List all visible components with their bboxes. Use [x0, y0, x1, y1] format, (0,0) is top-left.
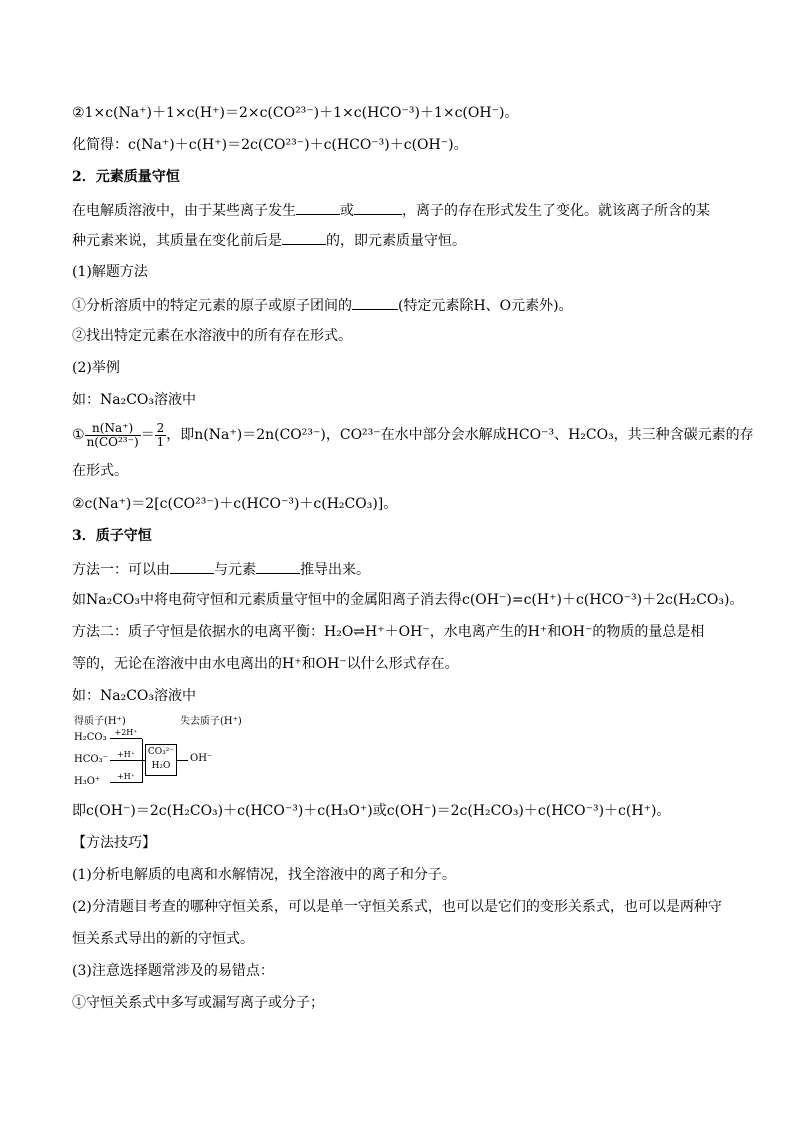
- source-species-box: [145, 744, 177, 776]
- method-2-line1: 方法二：质子守恒是依据水的电离平衡：H₂O⇌H⁺＋OH⁻，水电离产生的H⁺和OH⁻的物质的量总是相: [72, 624, 705, 640]
- method-1-detail: 如Na₂CO₃中将电荷守恒和元素质量守恒中的金属阳离子消去得c(OH⁻)=c(H⁺)＋c(HCO⁻³)＋2c(H₂CO₃)。: [72, 592, 744, 608]
- section-heading-element-mass: 2．元素质量守恒: [72, 169, 180, 185]
- proton-balance-diagram: [72, 712, 302, 794]
- circle-number: ①: [72, 427, 85, 443]
- text-span: 种元素来说，其质量在变化前后是: [72, 233, 282, 249]
- fill-blank: [256, 558, 300, 574]
- example-1: [72, 418, 754, 452]
- species-oh: OH⁻: [190, 753, 213, 764]
- text-span: 的，即元素质量守恒。: [326, 233, 466, 249]
- tips-heading: 【方法技巧】: [72, 835, 156, 851]
- method-2-line2: 等的，无论在溶液中由水电离出的H⁺和OH⁻以什么形式存在。: [72, 656, 459, 672]
- text-span: ①分析溶质中的特定元素的原子或原子团间的: [72, 298, 352, 314]
- text-span: (特定元素除H、O元素外)。: [398, 298, 573, 314]
- method-step-1: [72, 294, 573, 316]
- arrow-plus-2h: +2H⁺: [110, 728, 142, 739]
- text-span: 与元素: [214, 562, 256, 578]
- text-span: 在电解质溶液中，由于某些离子发生: [72, 203, 296, 219]
- text-span: ，即n(Na⁺)＝2n(CO²³⁻)，CO²³⁻在水中部分会水解成HCO⁻³、H₂CO₃，共三种含碳元素的存: [166, 427, 754, 443]
- gain-proton-label: 得质子(H⁺): [74, 716, 126, 727]
- fraction-denominator: n(CO²³⁻): [86, 434, 139, 449]
- fill-blank: [282, 229, 326, 245]
- proton-conclusion: 即c(OH⁻)＝2c(H₂CO₃)＋c(HCO⁻³)＋c(H₃O⁺)或c(OH⁻)＝2c(H₂CO₃)＋c(HCO⁻³)＋c(H⁺)。: [72, 803, 671, 819]
- text-span: 或: [340, 203, 354, 219]
- arrow-plus-h: +H⁺: [110, 750, 142, 761]
- tip-3: (3)注意选择题常涉及的易错点：: [72, 963, 274, 979]
- lose-proton-label: 失去质子(H⁺): [180, 716, 242, 727]
- method-1: [72, 558, 370, 580]
- arrow-plus-h: +H⁺: [110, 772, 142, 783]
- tip-2-line2: 恒关系式导出的新的守恒式。: [72, 931, 254, 947]
- fill-blank: [170, 558, 214, 574]
- paragraph-line: [72, 229, 466, 251]
- species-h2co3: H₂CO₃: [74, 732, 107, 743]
- example-1-continued: 在形式。: [72, 463, 128, 479]
- text-span: 推导出来。: [300, 562, 370, 578]
- fraction-numerator: n(Na⁺): [85, 422, 141, 436]
- connector-line: [142, 739, 143, 783]
- charge-equation-2: ②1×c(Na⁺)＋1×c(H⁺)＝2×c(CO²³⁻)＋1×c(HCO⁻³)＋1×c(OH⁻)。: [72, 105, 519, 121]
- tip-2-line1: (2)分清题目考查的哪种守恒关系，可以是单一守恒关系式，也可以是它们的变形关系式，也可以是两种守: [72, 899, 722, 915]
- example-title: (2)举例: [72, 360, 120, 376]
- species-h2o: H₂O: [151, 761, 171, 771]
- fraction-denominator: 1: [156, 434, 165, 449]
- example-intro: 如：Na₂CO₃溶液中: [72, 688, 197, 704]
- example-2: ②c(Na⁺)＝2[c(CO²³⁻)＋c(HCO⁻³)＋c(H₂CO₃)]。: [72, 496, 398, 512]
- species-co3: CO₃²⁻: [147, 747, 175, 757]
- species-h3o: H₃O⁺: [74, 776, 101, 787]
- connector-line: [176, 760, 188, 761]
- fill-blank: [296, 199, 340, 215]
- simplified-equation: 化简得：c(Na⁺)＋c(H⁺)＝2c(CO²³⁻)＋c(HCO⁻³)＋c(OH⁻)。: [72, 137, 468, 153]
- tip-1: (1)分析电解质的电离和水解情况，找全溶液中的离子和分子。: [72, 867, 456, 883]
- text-span: 方法一：可以由: [72, 562, 170, 578]
- species-hco3: HCO₃⁻: [74, 754, 108, 765]
- example-intro: 如：Na₂CO₃溶液中: [72, 392, 197, 408]
- fraction-numerator: 2: [156, 420, 165, 435]
- method-title: (1)解题方法: [72, 264, 148, 280]
- method-step-2: ②找出特定元素在水溶液中的所有存在形式。: [72, 328, 352, 344]
- fraction-mole-ratio: [85, 422, 141, 449]
- fill-blank: [354, 199, 402, 215]
- tip-3-item-1: ①守恒关系式中多写或漏写离子或分子；: [72, 995, 324, 1011]
- fill-blank: [352, 294, 398, 310]
- section-heading-proton: 3．质子守恒: [72, 528, 152, 544]
- text-span: ，离子的存在形式发生了变化。就该离子所含的某: [402, 203, 710, 219]
- paragraph-line: [72, 199, 710, 221]
- equals-sign: ＝: [140, 427, 155, 443]
- fraction-value: [155, 422, 167, 449]
